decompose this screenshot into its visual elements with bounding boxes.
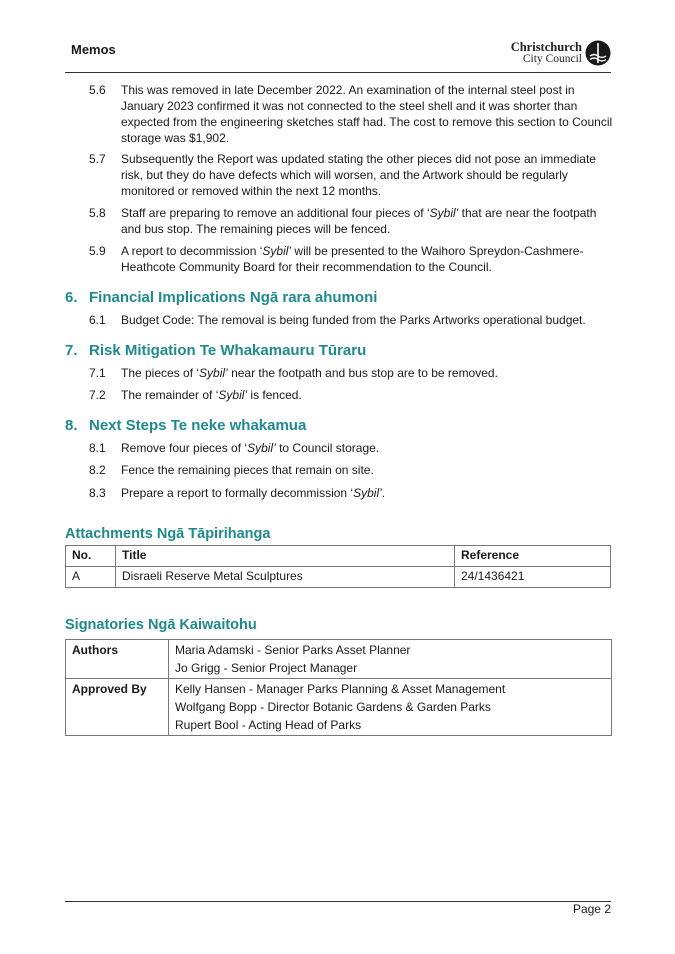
council-emblem-icon bbox=[585, 40, 611, 66]
paragraph-5-9 bbox=[89, 243, 617, 275]
approver-name: Rupert Bool - Acting Head of Parks bbox=[175, 718, 362, 732]
table-row bbox=[66, 679, 612, 736]
attachments-table bbox=[65, 545, 611, 588]
paragraph-5-8 bbox=[89, 205, 617, 237]
table-row bbox=[66, 640, 612, 679]
author-name: Maria Adamski - Senior Parks Asset Planner bbox=[175, 643, 411, 657]
section-6-heading: 6. Financial Implications Ngā rara ahumoni bbox=[65, 289, 378, 306]
paragraph-text: Subsequently the Report was updated stating the other pieces did not pose an immediate risk, but they do have defects which will worsen, and the Artwork should be regularly monitored or removed within the next 12 months. bbox=[121, 152, 596, 198]
paragraph-number: 6.1 bbox=[89, 313, 106, 327]
table-header-row bbox=[66, 546, 611, 567]
logo-line2: City Council bbox=[522, 53, 582, 65]
table-row bbox=[66, 567, 611, 588]
approver-name: Kelly Hansen - Manager Parks Planning & Asset Management bbox=[175, 682, 506, 696]
section-7-heading: 7. Risk Mitigation Te Whakamauru Tūraru bbox=[65, 342, 367, 359]
paragraph-text: Remove four pieces of ‘Sybil’ to Council storage. bbox=[121, 441, 380, 455]
paragraph-number: 7.1 bbox=[89, 366, 106, 380]
signatories-heading: Signatories Ngā Kaiwaitohu bbox=[65, 617, 257, 633]
paragraph-text: The pieces of ‘Sybil’ near the footpath and bus stop are to be removed. bbox=[121, 366, 498, 380]
column-header: No. bbox=[66, 546, 116, 567]
paragraph-6-1 bbox=[89, 312, 617, 328]
column-header: Title bbox=[116, 546, 455, 567]
column-header: Reference bbox=[455, 546, 611, 567]
paragraph-number: 5.7 bbox=[89, 152, 106, 166]
author-name: Jo Grigg - Senior Project Manager bbox=[175, 661, 358, 675]
paragraph-7-1 bbox=[89, 365, 617, 381]
paragraph-8-2 bbox=[89, 462, 617, 478]
paragraph-text: Fence the remaining pieces that remain on site. bbox=[121, 463, 374, 477]
table-cell: Disraeli Reserve Metal Sculptures bbox=[116, 567, 455, 588]
paragraph-number: 8.2 bbox=[89, 463, 106, 477]
paragraph-number: 5.8 bbox=[89, 206, 106, 220]
paragraph-text: Prepare a report to formally decommission ‘Sybil’. bbox=[121, 486, 386, 500]
page-header bbox=[65, 40, 611, 72]
paragraph-8-1 bbox=[89, 440, 617, 456]
table-cell: A bbox=[66, 567, 116, 588]
table-cell: 24/1436421 bbox=[455, 567, 611, 588]
paragraph-7-2 bbox=[89, 387, 617, 403]
paragraph-text: Budget Code: The removal is being funded from the Parks Artworks operational budget. bbox=[121, 313, 586, 327]
authors-label: Authors bbox=[66, 640, 169, 679]
paragraph-text: The remainder of ‘Sybil’ is fenced. bbox=[121, 388, 302, 402]
page-number: Page 2 bbox=[572, 902, 611, 916]
paragraph-8-3 bbox=[89, 485, 617, 501]
section-8-heading: 8. Next Steps Te neke whakamua bbox=[65, 417, 307, 434]
paragraph-number: 8.1 bbox=[89, 441, 106, 455]
paragraph-number: 5.6 bbox=[89, 83, 106, 97]
approvers-list bbox=[169, 679, 612, 736]
paragraph-number: 7.2 bbox=[89, 388, 106, 402]
council-logo bbox=[511, 40, 611, 66]
approved-by-label: Approved By bbox=[66, 679, 169, 736]
authors-list bbox=[169, 640, 612, 679]
footer-divider bbox=[65, 901, 611, 902]
signatories-table bbox=[65, 639, 612, 736]
paragraph-number: 8.3 bbox=[89, 486, 106, 500]
header-title: Memos bbox=[71, 42, 116, 57]
paragraph-text: This was removed in late December 2022. An examination of the internal steel post in January 2023 confirmed it was not connected to the steel shell and it was shorter than expected from the engineering sketches staff had. The cost to remove this section to Council storage was $1,902. bbox=[121, 83, 613, 145]
logo-line1: Christchurch bbox=[510, 40, 582, 54]
header-divider bbox=[65, 72, 611, 73]
paragraph-5-7 bbox=[89, 151, 617, 199]
paragraph-text: A report to decommission ‘Sybil’ will be presented to the Waihoro Spreydon-Cashmere-Heathcote Community Board for their recommendation to the Council. bbox=[121, 244, 584, 274]
paragraph-text: Staff are preparing to remove an additional four pieces of ‘Sybil’ that are near the footpath and bus stop. The remaining pieces will be fenced. bbox=[121, 206, 597, 236]
attachments-heading: Attachments Ngā Tāpirihanga bbox=[65, 526, 271, 542]
paragraph-5-6 bbox=[89, 82, 617, 146]
paragraph-number: 5.9 bbox=[89, 244, 106, 258]
approver-name: Wolfgang Bopp - Director Botanic Gardens & Garden Parks bbox=[175, 700, 491, 714]
